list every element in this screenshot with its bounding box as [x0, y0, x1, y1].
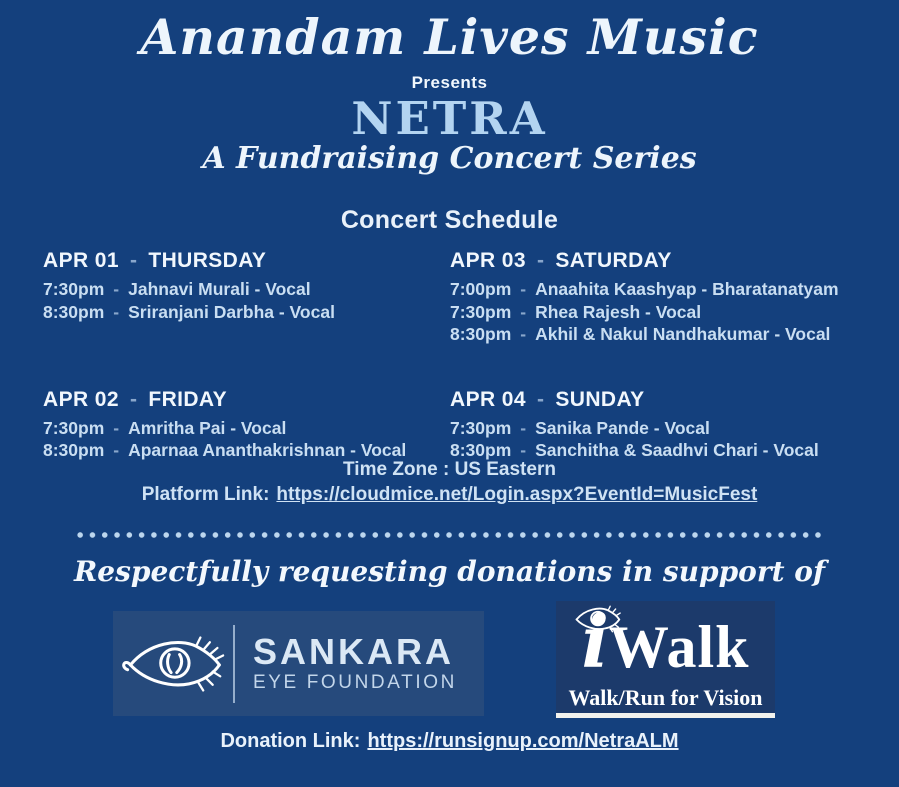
- event-subtitle: A Fundraising Concert Series: [202, 141, 697, 176]
- schedule-item: [450, 417, 879, 440]
- sankara-tagline: EYE FOUNDATION: [253, 672, 457, 693]
- day-name: THURSDAY: [148, 249, 267, 272]
- sankara-name: SANKARA: [253, 631, 454, 672]
- eye-icon: [121, 625, 225, 703]
- item-time: 8:30pm: [450, 440, 512, 460]
- item-artist: Anaahita Kaashyap - Bharatanatyam: [535, 279, 839, 299]
- donation-link[interactable]: https://runsignup.com/NetraALM: [367, 730, 679, 752]
- day-heading: [450, 388, 879, 412]
- dotted-divider: [74, 531, 826, 539]
- dash-separator: -: [536, 249, 545, 272]
- dash-separator: -: [520, 324, 527, 344]
- day-date: APR 04: [450, 387, 526, 411]
- platform-link-line: [0, 484, 899, 506]
- day-name: FRIDAY: [148, 387, 227, 411]
- day-name: SUNDAY: [555, 387, 645, 411]
- item-artist: Aparnaa Ananthakrishnan - Vocal: [128, 440, 407, 460]
- item-time: 7:30pm: [450, 417, 512, 438]
- day-date: APR 03: [450, 249, 526, 272]
- dash-separator: -: [520, 279, 527, 299]
- dash-separator: -: [113, 279, 120, 299]
- sankara-logo-text: [253, 633, 457, 694]
- dash-separator: -: [129, 387, 138, 411]
- item-time: 8:30pm: [450, 324, 512, 344]
- dash-separator: -: [520, 440, 527, 460]
- iwalk-logo: [556, 601, 775, 718]
- event-name: NETRA: [351, 92, 548, 145]
- day-block-apr03: [450, 249, 879, 346]
- item-artist: Sriranjani Darbha - Vocal: [128, 301, 335, 322]
- dash-separator: -: [536, 387, 545, 411]
- item-artist: Jahnavi Murali - Vocal: [128, 279, 311, 299]
- day-block-apr04: [450, 388, 879, 462]
- iwalk-name-walk: Walk: [608, 614, 750, 680]
- platform-link-label: Platform Link:: [141, 484, 270, 505]
- dash-separator: -: [520, 417, 527, 438]
- donation-request-text: Respectfully requesting donations in support of: [74, 555, 825, 588]
- iwalk-name-i: i: [581, 599, 609, 684]
- schedule-grid: [43, 249, 879, 462]
- iwalk-name: [556, 599, 775, 684]
- schedule-item: [450, 301, 879, 324]
- item-time: 7:30pm: [450, 301, 512, 322]
- day-name: SATURDAY: [555, 249, 672, 272]
- dash-separator: -: [113, 440, 120, 460]
- schedule-item: [43, 417, 450, 440]
- item-time: 7:30pm: [43, 417, 105, 438]
- page-title: Anandam Lives Music: [140, 8, 759, 66]
- item-artist: Rhea Rajesh - Vocal: [535, 301, 702, 322]
- schedule-item: [450, 278, 879, 301]
- sankara-eye-foundation-logo: [113, 611, 484, 716]
- item-artist: Akhil & Nakul Nandhakumar - Vocal: [535, 324, 831, 344]
- day-heading: [450, 249, 879, 273]
- iwalk-tagline: Walk/Run for Vision: [568, 685, 763, 710]
- presents-text: Presents: [411, 73, 488, 92]
- item-artist: Amritha Pai - Vocal: [128, 417, 287, 438]
- platform-link[interactable]: https://cloudmice.net/Login.aspx?EventId=MusicFest: [276, 484, 758, 505]
- dash-separator: -: [129, 249, 138, 272]
- item-time: 7:30pm: [43, 279, 105, 299]
- dash-separator: -: [113, 417, 120, 438]
- schedule-item: [43, 301, 450, 324]
- item-artist: Sanika Pande - Vocal: [535, 417, 710, 438]
- day-date: APR 02: [43, 387, 119, 411]
- dash-separator: -: [520, 301, 527, 322]
- item-time: 8:30pm: [43, 440, 105, 460]
- day-heading: [43, 249, 450, 273]
- day-heading: [43, 388, 450, 412]
- day-date: APR 01: [43, 249, 119, 272]
- item-time: 8:30pm: [43, 301, 105, 322]
- schedule-item: [43, 278, 450, 301]
- donation-link-label: Donation Link:: [220, 730, 361, 752]
- day-block-apr01: [43, 249, 450, 346]
- schedule-heading: Concert Schedule: [340, 206, 559, 234]
- dash-separator: -: [113, 301, 120, 322]
- item-time: 7:00pm: [450, 279, 512, 299]
- donation-link-line: [0, 730, 899, 753]
- timezone-text: Time Zone : US Eastern: [343, 459, 556, 480]
- logo-divider: [233, 625, 235, 703]
- day-block-apr02: [43, 388, 450, 462]
- schedule-item: [450, 323, 879, 346]
- item-artist: Sanchitha & Saadhvi Chari - Vocal: [535, 440, 819, 460]
